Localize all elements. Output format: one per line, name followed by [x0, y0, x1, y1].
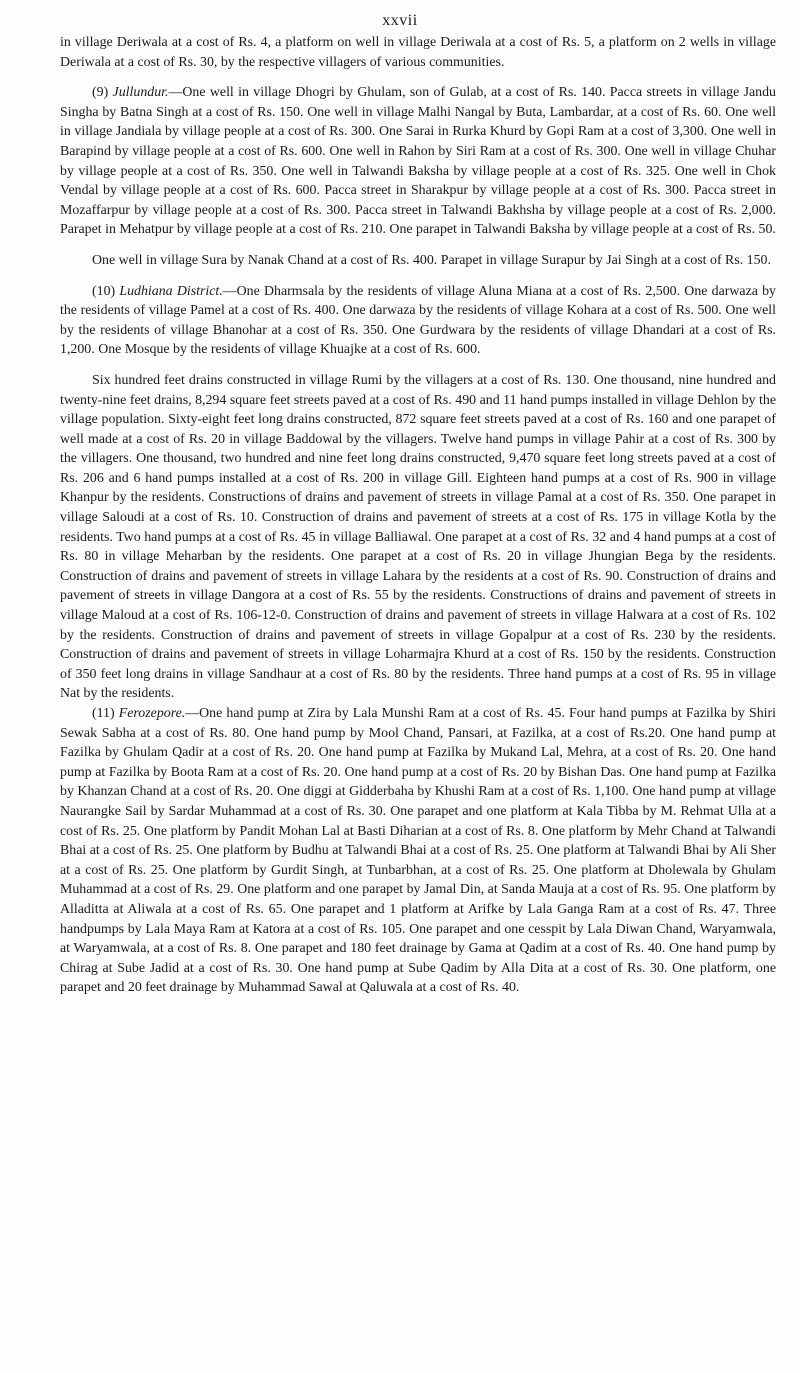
paragraph-continuation	[60, 33, 776, 72]
paragraph-jullundur	[60, 83, 776, 240]
document-body	[60, 33, 776, 1009]
paragraph-number: (11)	[92, 706, 119, 721]
paragraph-text: —One Dharmsala by the residents of village Aluna Miana at a cost of Rs. 2,500. One darwaza by the residents of village Pamel at a cost of Rs. 400. One darwaza by the residents of village Kohara at a cost of Rs. 500. One well by the residents of village Bhanohar at a cost of Rs. 350. One Gurdwara by the residents of village Dhandari at a cost of Rs. 1,200. One Mosque by the residents of village Khuajke at a cost of Rs. 600.	[60, 283, 777, 358]
paragraph-ludhiana	[60, 282, 776, 360]
paragraph-ludhiana-works	[60, 371, 776, 704]
paragraph-jullundur-extra	[60, 251, 776, 271]
paragraph-text: One well in village Sura by Nanak Chand at a cost of Rs. 400. Parapet in village Surapur by Jai Singh at a cost of Rs. 150.	[92, 252, 771, 268]
district-heading: Ferozepore.	[118, 706, 186, 721]
paragraph-ferozepore	[60, 704, 776, 998]
paragraph-text: Six hundred feet drains constructed in village Rumi by the villagers at a cost of Rs. 130. One thousand, nine hundred and twenty-nine feet drains, 8,294 square feet streets paved at a cost of Rs. 490 and 11 hand pumps installed in village Dehlon by the village population. Sixty-eight feet long drains constructed, 872 square feet streets paved at a cost of Rs. 160 and one parapet of well made at a cost of Rs. 20 in village Baddowal by the villagers. Twelve hand pumps in village Pahir at a cost of Rs. 300 by the villagers. One thousand, two hundred and nine feet long drains constructed, 9,470 square feet long streets paved at a cost of Rs. 206 and 6 hand pumps installed at a cost of Rs. 200 in village Gill. Eighteen hand pumps at a cost of Rs. 900 in village Khanpur by the residents. Constructions of drains and pavement of streets in village Pamal at a cost of Rs. 350. One parapet in village Saloudi at a cost of Rs. 10. Construction of drains and pavement of streets at a cost of Rs. 175 in village Kotla by the residents. Two hand pumps at a cost of Rs. 45 in village Balliawal. One parapet at a cost of Rs. 32 and 4 hand pumps at a cost of Rs. 80 in village Meharban by the residents. One parapet at a cost of Rs. 20 in village Jhungian Bega by the residents. Construction of drains and pavement of streets in village Lahara by the residents at a cost of Rs. 90. Construction of drains and pavement of streets in village Dangora at a cost of Rs. 55 by the residents. Constructions of drains and pavement of streets in village Maloud at a cost of Rs. 106-12-0. Construction of drains and pavement of streets in village Halwara at a cost of Rs. 102 by the residents. Construction of drains and pavement of streets in village Gopalpur at a cost of Rs. 230 by the residents. Construction of drains and pavement of streets in village Loharmajra Khurd at a cost of Rs. 150 by the residents. Construction of 350 feet long drains in village Sandhaur at a cost of Rs. 80 by the residents. Three hand pumps at a cost of Rs. 95 in village Nat by the residents.	[60, 372, 776, 702]
paragraph-number: (10)	[92, 283, 120, 299]
page-number: xxvii	[382, 12, 418, 29]
district-heading: Ludhiana District.	[119, 283, 223, 299]
district-heading: Jullundur.	[112, 85, 169, 101]
paragraph-text: —One hand pump at Zira by Lala Munshi Ram at a cost of Rs. 45. Four hand pumps at Fazilka by Shiri Sewak Sabha at a cost of Rs. 80. One hand pump by Mool Chand, Pansari, at Fazilka, at a cost of Rs.20. One hand pump at Fazilka by Ghulam Qadir at a cost of Rs. 20. One hand pump at Fazilka by Mukand Lal, Mehra, at a cost of Rs. 20. One hand pump at Fazilka by Boota Ram at a cost of Rs. 20. One hand pump at a cost of Rs. 20 by Bishan Das. One hand pump at Fazilka by Khanzan Chand at a cost of Rs. 20. One diggi at Gidderbaha by Khushi Ram at a cost of Rs. 1,100. One hand pump at village Naurangke Sail by Sardar Muhammad at a cost of Rs. 30. One parapet and one platform at Kala Tibba by M. Rehmat Ulla at a cost of Rs. 25. One platform by Pandit Mohan Lal at Basti Diharian at a cost of Rs. 8. One platform by Mehr Chand at Talwandi Bhai at a cost of Rs. 25. One platform by Budhu at Talwandi Bhai at a cost of Rs. 25. One platform at Talwandi Bhai by Ali Sher at a cost of Rs. 25. One platform by Gurdit Singh, at Tunbarbhan, at a cost of Rs. 25. One platform at Dholewala by Ghulam Muhammad at a cost of Rs. 29. One platform and one parapet by Jamal Din, at Sanda Mauja at a cost of Rs. 95. One platform by Alladitta at Aliwala at a cost of Rs. 65. One parapet and 1 platform at Arifke by Lala Ganga Ram at a cost of Rs. 47. Three handpumps by Lala Maya Ram at Katora at a cost of Rs. 105. One parapet and one cesspit by Lala Diwan Chand, Waryamwala, at Waryamwala, at a cost of Rs. 8. One parapet and 180 feet drainage by Gama at Qadim at a cost of Rs. 40. One hand pump by Chirag at Sube Jadid at a cost of Rs. 30. One hand pump at Sube Qadim by Alla Dita at a cost of Rs. 30. One platform, one parapet and 20 feet drainage by Muhammad Sawal at Qaluwala at a cost of Rs. 40.	[60, 706, 776, 996]
paragraph-number: (9)	[92, 85, 113, 101]
paragraph-text: —One well in village Dhogri by Ghulam, son of Gulab, at a cost of Rs. 140. Pacca streets in village Jandu Singha by Batna Singh at a cost of Rs. 150. One well in village Malhi Nangal by Buta, Lambardar, at a cost of Rs. 60. One well in village Jandiala by village people at a cost of Rs. 300. One Sarai in Rurka Khurd by Gopi Ram at a cost of 3,300. One well in Barapind by village people at a cost of Rs. 600. One well in Rahon by Siri Ram at a cost of Rs. 300. One well in village Chuhar by village people at a cost of Rs. 350. One well in Talwandi Baksha by village people at a cost of Rs. 325. One well in Chok Vendal by village people at a cost of Rs. 600. Pacca street in Sharakpur by village people at a cost of Rs. 300. Pacca street in Mozaffarpur by village people at a cost of Rs. 300. Pacca street in Talwandi Bakhsha by village people at a cost of Rs. 2,000. Parapet in Mehatpur by village people at a cost of Rs. 210. One parapet in Talwandi Baksha by village people at a cost of Rs. 50.	[60, 85, 777, 238]
paragraph-text: in village Deriwala at a cost of Rs. 4, a platform on well in village Deriwala at a cost of Rs. 5, a platform on 2 wells in village Deriwala at a cost of Rs. 30, by the respective villagers of various communities.	[60, 35, 776, 70]
